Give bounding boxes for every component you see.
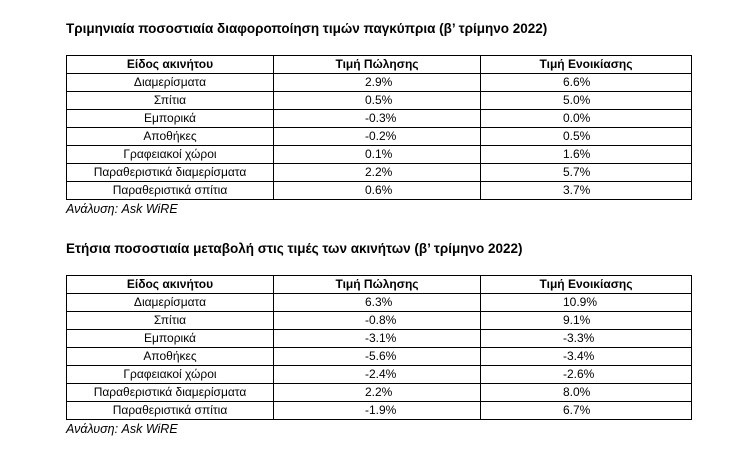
header-sale-price: Τιμή Πώλησης	[274, 276, 481, 294]
table-row	[67, 294, 692, 312]
source-note: Ανάλυση: Ask WiRE	[66, 202, 178, 216]
rent-price-cell: -3.4%	[481, 348, 692, 366]
table-header-row	[67, 56, 692, 74]
sale-price-cell: 0.5%	[274, 92, 481, 110]
table-row	[67, 92, 692, 110]
rent-price-cell: 0.0%	[481, 110, 692, 128]
rent-price-cell: -2.6%	[481, 366, 692, 384]
rent-price-cell: 5.7%	[481, 164, 692, 182]
property-type-cell: Εμπορικά	[67, 330, 274, 348]
annual-change-table	[66, 275, 692, 420]
table-body	[67, 74, 692, 200]
sale-price-cell: 2.2%	[274, 384, 481, 402]
table-row	[67, 384, 692, 402]
header-rent-price: Τιμή Ενοικίασης	[481, 276, 692, 294]
table-row	[67, 402, 692, 420]
header-sale-price: Τιμή Πώλησης	[274, 56, 481, 74]
header-rent-price: Τιμή Ενοικίασης	[481, 56, 692, 74]
sale-price-cell: -0.3%	[274, 110, 481, 128]
sale-price-cell: -1.9%	[274, 402, 481, 420]
table-row	[67, 74, 692, 92]
property-type-cell: Γραφειακοί χώροι	[67, 366, 274, 384]
sale-price-cell: 0.6%	[274, 182, 481, 200]
property-type-cell: Σπίτια	[67, 312, 274, 330]
rent-price-cell: 3.7%	[481, 182, 692, 200]
quarterly-change-section	[66, 20, 691, 218]
property-type-cell: Αποθήκες	[67, 128, 274, 146]
sale-price-cell: 2.9%	[274, 74, 481, 92]
table-row	[67, 312, 692, 330]
sale-price-cell: 6.3%	[274, 294, 481, 312]
source-note: Ανάλυση: Ask WiRE	[66, 422, 178, 436]
property-type-cell: Αποθήκες	[67, 348, 274, 366]
rent-price-cell: 10.9%	[481, 294, 692, 312]
annual-table-title: Ετήσια ποσοστιαία μεταβολή στις τιμές των ακινήτων (β’ τρίμηνο 2022)	[66, 241, 523, 256]
table-row	[67, 330, 692, 348]
sale-price-cell: -0.8%	[274, 312, 481, 330]
sale-price-cell: -2.4%	[274, 366, 481, 384]
table-row	[67, 128, 692, 146]
quarterly-change-table	[66, 55, 692, 200]
header-property-type: Είδος ακινήτου	[67, 276, 274, 294]
table-header-row	[67, 276, 692, 294]
rent-price-cell: 0.5%	[481, 128, 692, 146]
rent-price-cell: 6.6%	[481, 74, 692, 92]
sale-price-cell: -3.1%	[274, 330, 481, 348]
table-row	[67, 146, 692, 164]
property-type-cell: Διαμερίσματα	[67, 294, 274, 312]
property-type-cell: Διαμερίσματα	[67, 74, 274, 92]
property-type-cell: Παραθεριστικά διαμερίσματα	[67, 164, 274, 182]
sale-price-cell: -0.2%	[274, 128, 481, 146]
rent-price-cell: 9.1%	[481, 312, 692, 330]
sale-price-cell: -5.6%	[274, 348, 481, 366]
header-property-type: Είδος ακινήτου	[67, 56, 274, 74]
property-type-cell: Παραθεριστικά διαμερίσματα	[67, 384, 274, 402]
table-row	[67, 182, 692, 200]
table-row	[67, 366, 692, 384]
sale-price-cell: 2.2%	[274, 164, 481, 182]
rent-price-cell: 5.0%	[481, 92, 692, 110]
rent-price-cell: -3.3%	[481, 330, 692, 348]
annual-change-section	[66, 240, 691, 438]
property-type-cell: Εμπορικά	[67, 110, 274, 128]
table-row	[67, 348, 692, 366]
table-row	[67, 164, 692, 182]
property-type-cell: Παραθεριστικά σπίτια	[67, 402, 274, 420]
rent-price-cell: 1.6%	[481, 146, 692, 164]
property-type-cell: Παραθεριστικά σπίτια	[67, 182, 274, 200]
rent-price-cell: 8.0%	[481, 384, 692, 402]
sale-price-cell: 0.1%	[274, 146, 481, 164]
property-type-cell: Γραφειακοί χώροι	[67, 146, 274, 164]
quarterly-table-title: Τριμηνιαία ποσοστιαία διαφοροποίηση τιμών παγκύπρια (β’ τρίμηνο 2022)	[66, 21, 548, 36]
rent-price-cell: 6.7%	[481, 402, 692, 420]
table-row	[67, 110, 692, 128]
table-body	[67, 294, 692, 420]
property-type-cell: Σπίτια	[67, 92, 274, 110]
